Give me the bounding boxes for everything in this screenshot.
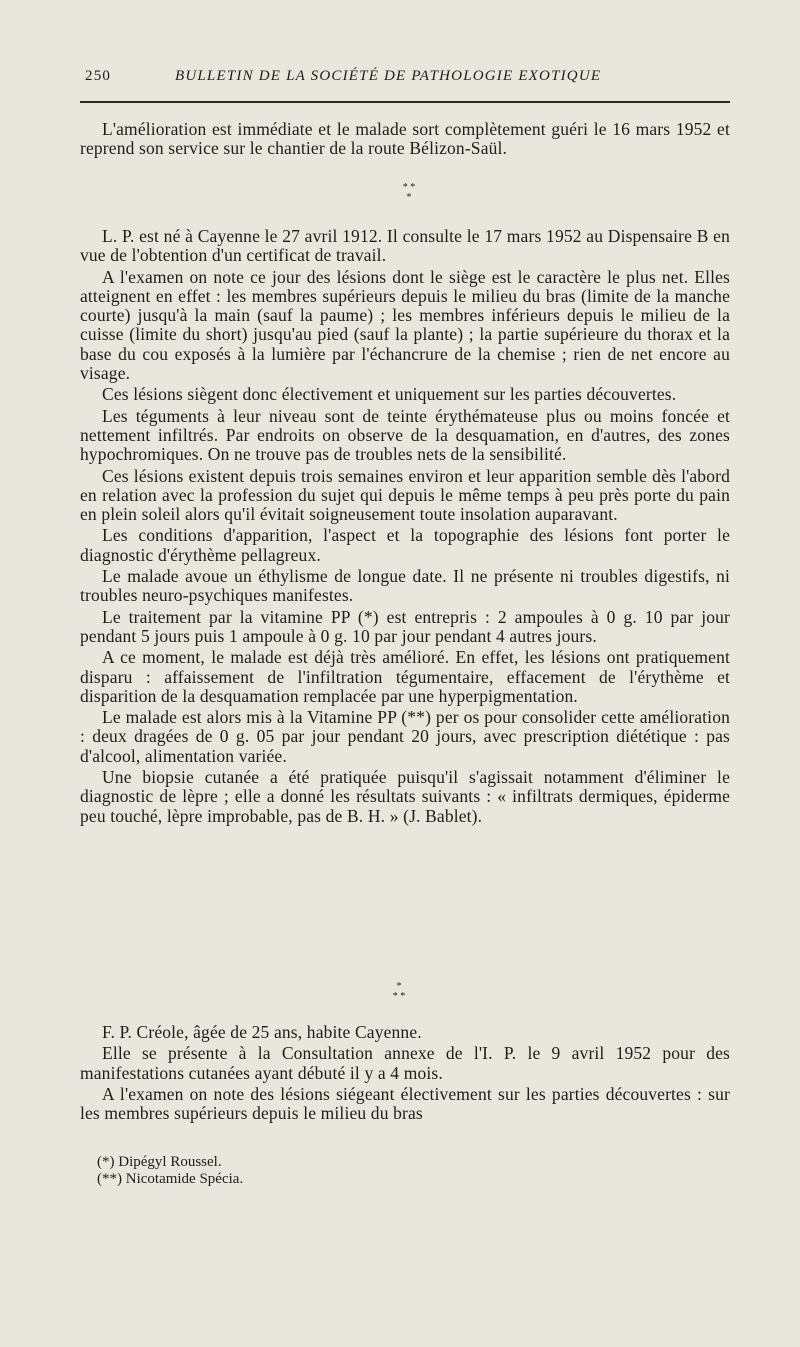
paragraph: Ces lésions existent depuis trois semaines environ et leur apparition semble dès l'abord en relation avec la profession du sujet qui depuis le même temps à peu près porte du pain en plein soleil alors qu'il évitait soigneusement toute insolation auparavant. [80, 465, 730, 525]
paragraph: A ce moment, le malade est déjà très amélioré. En effet, les lésions ont pratiquement disparu : affaissement de l'infiltration tégumentaire, effacement de l'érythème et disparition de la desquamation remplacée par une hyperpigmentation. [80, 647, 730, 706]
page-header [85, 68, 730, 92]
paragraph: Elle se présente à la Consultation annexe de l'I. P. le 9 avril 1952 pour des manifestations cutanées ayant débuté il y a 4 mois. [80, 1043, 730, 1083]
paragraph: L. P. est né à Cayenne le 27 avril 1912. Il consulte le 17 mars 1952 au Dispensaire B en vue de l'obtention d'un certificat de travail. [80, 226, 730, 266]
asterism: * * * [402, 182, 416, 203]
page-number: 250 [85, 68, 112, 84]
paragraph: A l'examen on note ce jour des lésions dont le siège est le caractère le plus net. Elles atteignent en effet : les membres supérieurs depuis le milieu du bras (limite de la manche courte) jusqu'à la main (sauf la paume) ; les membres inférieurs depuis le milieu de la cuisse (limite du short) jusqu'au pied (sauf la plante) ; la partie supérieure du thorax et la base du cou exposés à la lumière par l'échancrure de la chemise ; rien de net encore au visage. [80, 266, 730, 384]
paragraph: L'amélioration est immédiate et le malade sort complètement guéri le 16 mars 1952 et reprend son service sur le chantier de la route Bélizon-Saül. [80, 119, 730, 159]
paragraph: Une biopsie cutanée a été pratiquée puisqu'il s'agissait notamment d'éliminer le diagnostic de lèpre ; elle a donné les résultats suivants : « infiltrats dermiques, épiderme peu touché, lèpre improbable, pas de B. H. » (J. Bablet). [80, 767, 730, 826]
asterism: * * * [392, 981, 406, 1002]
footnote: (**) Nicotamide Spécia. [97, 1171, 244, 1187]
paragraph: Ces lésions siègent donc électivement et uniquement sur les parties découvertes. [102, 384, 677, 405]
paragraph: Les téguments à leur niveau sont de teinte érythémateuse plus ou moins foncée et nettement infiltrés. Par endroits on observe de la desquamation, en d'autres, des zones hypochromiques. On ne trouve pas de troubles nets de la sensibilité. [80, 405, 730, 465]
case-lp [80, 227, 730, 828]
case-continuation [80, 120, 730, 161]
paragraph: A l'examen on note des lésions siégeant électivement sur les parties découvertes : sur les membres supérieurs depuis le milieu du bras [80, 1083, 730, 1124]
section-separator [394, 183, 424, 203]
header-rule [80, 101, 730, 103]
paragraph: Le malade est alors mis à la Vitamine PP (**) per os pour consolider cette amélioration : deux dragées de 0 g. 05 par jour pendant 20 jours, avec prescription diététique : pas d'alcool, alimentation variée. [80, 707, 730, 766]
section-separator [384, 982, 414, 1002]
paragraph: Le traitement par la vitamine PP (*) est entrepris : 2 ampoules à 0 g. 10 par jour pendant 5 jours puis 1 ampoule à 0 g. 10 par jour pendant 4 autres jours. [80, 606, 730, 646]
case-fp [80, 1023, 730, 1125]
paragraph: Les conditions d'apparition, l'aspect et la topographie des lésions font porter le diagnostic d'érythème pellagreux. [80, 525, 730, 565]
footnote: (*) Dipégyl Roussel. [97, 1154, 222, 1170]
paragraph: Le malade avoue un éthylisme de longue date. Il ne présente ni troubles digestifs, ni troubles neuro-psychiques manifestes. [80, 566, 730, 606]
running-title: BULLETIN DE LA SOCIÉTÉ DE PATHOLOGIE EXOTIQUE [175, 68, 602, 84]
paragraph: F. P. Créole, âgée de 25 ans, habite Cayenne. [102, 1022, 422, 1042]
